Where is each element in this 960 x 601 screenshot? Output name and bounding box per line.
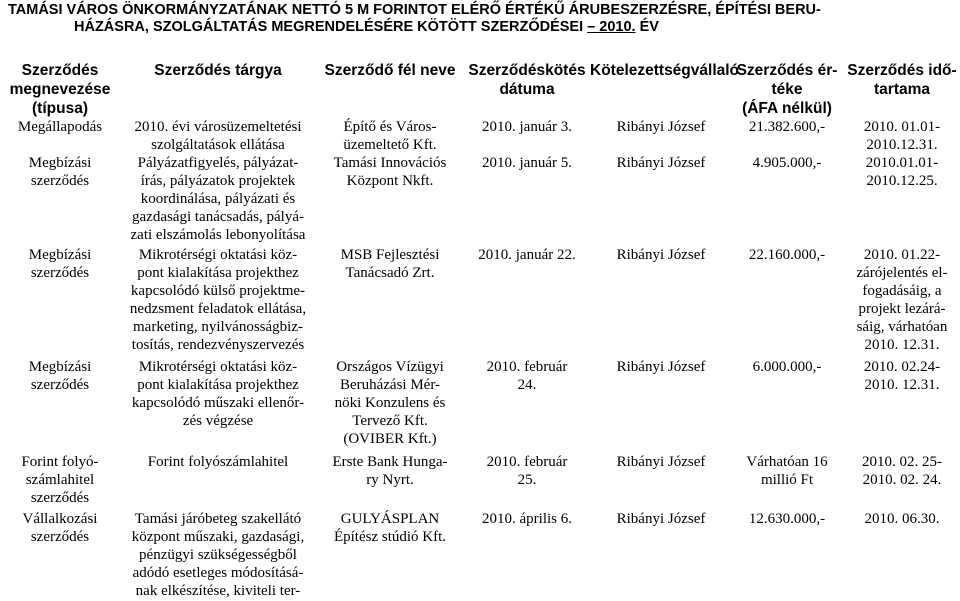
- row-1-value: 21.382.600,-: [748, 119, 826, 135]
- row-2-subject: Pályázatfigyelés, pályázat- írás, pályázatok projektek koordinálása, pályázati és gazdasági tanácsadás, pályá- zati elszámolás lebonyolítása: [130, 155, 306, 243]
- row-5-subject: Forint folyószámlahitel: [147, 454, 289, 470]
- title-line-2: [8, 19, 952, 36]
- row-6-obligor: Ribányi József: [616, 511, 706, 527]
- row-1-obligor: Ribányi József: [616, 119, 706, 135]
- title-line-2-part-b: ÉV: [635, 19, 659, 35]
- row-3-value: 22.160.000,-: [748, 247, 826, 263]
- row-4-obligor: Ribányi József: [616, 359, 706, 375]
- row-4-value: 6.000.000,-: [752, 359, 822, 375]
- row-5-value: Várhatóan 16 millió Ft: [746, 454, 828, 488]
- title-line-2-underlined: – 2010.: [587, 19, 636, 35]
- header-duration: Szerződés idő- tartama: [847, 62, 957, 98]
- row-3-date: 2010. január 22.: [478, 247, 576, 263]
- row-5-date: 2010. február 25.: [486, 454, 568, 488]
- row-6-duration: 2010. 06.30.: [864, 511, 940, 527]
- header-value: Szerződés ér- téke (ÁFA nélkül): [736, 62, 838, 117]
- header-obligor: Kötelezettségvállaló: [590, 62, 740, 79]
- row-5-duration: 2010. 02. 25- 2010. 02. 24.: [862, 454, 942, 488]
- row-4-duration: 2010. 02.24- 2010. 12.31.: [863, 359, 941, 393]
- row-2-duration: 2010.01.01- 2010.12.25.: [865, 155, 939, 189]
- row-5-obligor: Ribányi József: [616, 454, 706, 470]
- row-4-date: 2010. február 24.: [486, 359, 568, 393]
- title-line-1: TAMÁSI VÁROS ÖNKORMÁNYZATÁNAK NETTÓ 5 M FORINTOT ELÉRŐ ÉRTÉKŰ ÁRUBESZERZÉSRE, ÉPÍTÉSI BERU-: [8, 2, 821, 18]
- row-4-type: Megbízási szerződés: [28, 359, 92, 393]
- row-2-date: 2010. január 5.: [482, 155, 572, 171]
- row-1-party: Építő és Város- üzemeltető Kft.: [343, 119, 437, 153]
- row-6-type: Vállalkozási szerződés: [22, 511, 98, 545]
- row-1-subject: 2010. évi városüzemeltetési szolgáltatások ellátása: [134, 119, 302, 153]
- row-1-type: Megállapodás: [17, 119, 103, 135]
- row-3-duration: 2010. 01.22- zárójelentés el- fogadásáig, a projekt lezárá- sáig, várhatóan 2010. 12.31.: [856, 247, 948, 353]
- header-party: Szerződő fél neve: [324, 62, 456, 79]
- row-6-subject: Tamási járóbeteg szakellátó központ műszaki, gazdasági, pénzügyi szükségességből adódó esetleges módosításá- nak elkészítése, kiviteli ter-: [131, 511, 305, 599]
- row-3-party: MSB Fejlesztési Tanácsadó Zrt.: [340, 247, 440, 281]
- row-2-obligor: Ribányi József: [616, 155, 706, 171]
- row-6-party: GULYÁSPLAN Építész stúdió Kft.: [333, 511, 447, 545]
- row-6-value: 12.630.000,-: [748, 511, 826, 527]
- row-5-party: Erste Bank Hunga- ry Nyrt.: [332, 454, 448, 488]
- header-date: Szerződéskötés dátuma: [468, 62, 586, 98]
- row-2-value: 4.905.000,-: [752, 155, 822, 171]
- row-1-date: 2010. január 3.: [482, 119, 572, 135]
- row-4-subject: Mikrotérségi oktatási köz- pont kialakítása projekthez kapcsolódó műszaki ellenőr- zés végzése: [131, 359, 305, 429]
- row-2-party: Tamási Innovációs Központ Nkft.: [333, 155, 447, 189]
- header-subject: Szerződés tárgya: [154, 62, 282, 79]
- row-1-duration: 2010. 01.01- 2010.12.31.: [863, 119, 941, 153]
- row-3-obligor: Ribányi József: [616, 247, 706, 263]
- row-3-type: Megbízási szerződés: [28, 247, 92, 281]
- row-6-date: 2010. április 6.: [482, 511, 572, 527]
- row-2-type: Megbízási szerződés: [28, 155, 92, 189]
- row-5-type: Forint folyó- számlahitel szerződés: [21, 454, 99, 506]
- row-4-party: Országos Vízügyi Beruházási Mér- nöki Konzulens és Tervező Kft. (OVIBER Kft.): [334, 359, 446, 447]
- title-line-2-part-a: HÁZÁSRA, SZOLGÁLTATÁS MEGRENDELÉSÉRE KÖTÖTT SZERZŐDÉSEI: [74, 19, 588, 35]
- document-title: [8, 2, 952, 36]
- row-3-subject: Mikrotérségi oktatási köz- pont kialakítása projekthez kapcsolódó külső projektme- nedzsment feladatok ellátása, marketing, nyilvánosságbiz- tosítás, rendezvényszervezés: [129, 247, 307, 353]
- header-type: Szerződés megnevezése (típusa): [9, 62, 111, 117]
